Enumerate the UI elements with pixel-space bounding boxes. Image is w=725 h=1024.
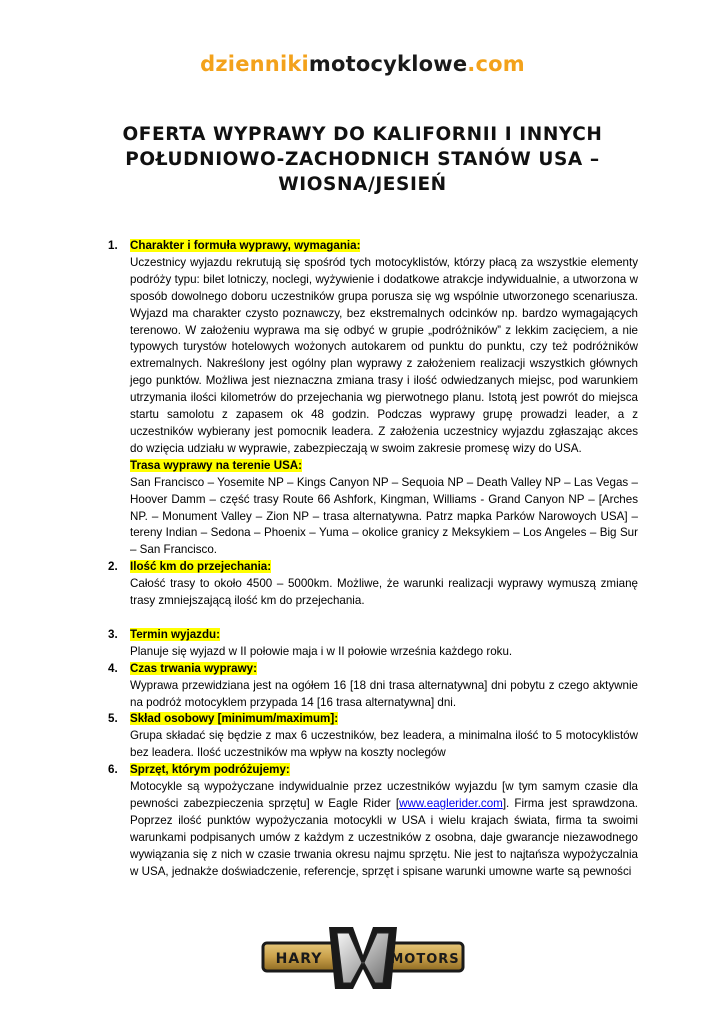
section-1-body: Uczestnicy wyjazdu rekrutują się spośród tych motocyklistów, którzy płacą za wszystkie elementy podróży typu: bilet lotniczy, noclegi, wyżywienie i dodatkowe atrakcje indywidualnie, a utworzona w sposób dowolnego doboru uczestników grupa porusza się wg wspólnie utworzonego scenariusza. Wyjazd ma charakter czysto poznawczy, bez ekstremalnych odcinków np. bardzo wymagających terenowo. W założeniu wyprawa ma się odbyć w grupie „podróżników” z lekkim zacięciem, a nie typowych turystów hotelowych wożonych autokarem od punktu do punktu, czy też podróżników extremalnych. Nakreślony jest ogólny plan wyprawy z założeniem realizacji wszystkich głównych jego punktów. Możliwa jest nieznaczna zmiana trasy i ilość odwiedzanych miejsc, pod warunkiem utrzymania ilości kilometrów do przejechania wg pierwotnego planu. Istotą jest powrót do miejsca startu samolotu z zapasem ok 48 godzin. Podczas wyprawy grupę prowadzi leader, a z uczestników wybierany jest pomocnik leadera. Z założenia uczestnicy wyjazdu zgłaszając akces do wzięcia udziału w wyprawie, zabezpieczają w swoim zakresie promesę wizy do USA.: [130, 255, 638, 455]
route-subheading-text: Trasa wyprawy na terenie USA:: [130, 458, 303, 472]
logo-left-text: HARY: [275, 951, 323, 967]
document-body: [108, 238, 638, 881]
section-heading-text: Ilość km do przejechania:: [130, 560, 272, 574]
section-number: 5.: [108, 712, 118, 726]
site-logo: [0, 52, 725, 76]
eaglerider-link[interactable]: www.eaglerider.com: [399, 797, 503, 810]
section-3-body: Planuje się wyjazd w II połowie maja i w II połowie września każdego roku.: [130, 644, 513, 658]
section-1-heading: [108, 238, 638, 255]
section-5-heading: [108, 711, 638, 728]
route-subheading: [108, 458, 638, 475]
document-title: OFERTA WYPRAWY DO KALIFORNII I INNYCH POŁUDNIOWO-ZACHODNICH STANÓW USA – WIOSNA/JESIEŃ: [122, 124, 603, 195]
section-2-body: Całość trasy to około 4500 – 5000km. Możliwe, że warunki realizacji wyprawy wymuszą zmianę trasy zmniejszającą ilość km do przejechania.: [130, 577, 638, 608]
spacer: [108, 610, 638, 627]
section-4-body: Wyprawa przewidziana jest na ogółem 16 [18 dni trasa alternatywna] dni pobytu z czego aktywnie na podróż motocyklem przypada 14 [16 trasa alternatywna] dni.: [130, 678, 638, 709]
section-6-heading: [108, 762, 638, 779]
section-6-text-before: Motocykle są wypożyczane indywidualnie przez uczestników wyjazdu [w tym samym czasie dla pewności zabezpieczenia sprzętu] w Eagle Rider [: [130, 780, 638, 810]
section-heading-text: Termin wyjazdu:: [130, 627, 220, 641]
section-5-body: Grupa składać się będzie z max 6 uczestników, bez leadera, a minimalna ilość to 5 motocyklistów bez leadera. Ilość uczestników ma wpływ na koszty noclegów: [130, 729, 638, 760]
section-2-heading: [108, 559, 638, 576]
logo-part-motocyklowe: motocyklowe: [308, 52, 468, 76]
section-heading-text: Skład osobowy [minimum/maximum]:: [130, 712, 339, 726]
section-number: 1.: [108, 239, 118, 252]
section-heading-text: Charakter i formuła wyprawy, wymagania:: [130, 239, 361, 252]
section-4-heading: [108, 661, 638, 678]
section-heading-text: Sprzęt, którym podróżujemy:: [130, 763, 290, 777]
section-number: 6.: [108, 763, 118, 777]
section-3-heading: [108, 627, 638, 644]
logo-part-dzienniki: dzienniki: [200, 52, 309, 76]
logo-part-com: .com: [467, 52, 525, 76]
section-number: 2.: [108, 560, 118, 574]
section-heading-text: Czas trwania wyprawy:: [130, 661, 257, 675]
logo-right-text: MOTORS: [390, 952, 460, 967]
hary-motors-logo: [259, 925, 467, 991]
section-number: 3.: [108, 627, 118, 641]
section-number: 4.: [108, 661, 118, 675]
section-6-text-after: ]. Firma jest sprawdzona. Poprzez ilość punktów wypożyczania motocykli w USA i wielu krajach świata, firma ta swoimi warunkami podpisanych umów z każdym z uczestników z osobna, daje gwarancje niezawodnego wywiązania się z nich w czasie trwania okresu najmu sprzętu. Nie jest to najtańsza wypożyczalnia w USA, jednakże doświadczenie, referencje, sprzęt i spisane warunki umowne warte są pewności: [130, 797, 638, 878]
section-6-body: [108, 779, 638, 880]
route-description: San Francisco – Yosemite NP – Kings Canyon NP – Sequoia NP – Death Valley NP – Las Vegas – Hoover Damm – część trasy Route 66 Ashfork, Kingman, Williams - Grand Canyon NP – [Arches NP. – Monument Valley – Zion NP – trasa alternatywna. Patrz mapka Parków Narowoych USA] – tereny Indian – Sedona – Phoenix – Yuma – okolice granicy z Meksykiem – Los Angeles – Big Sur – San Francisco.: [130, 475, 638, 557]
